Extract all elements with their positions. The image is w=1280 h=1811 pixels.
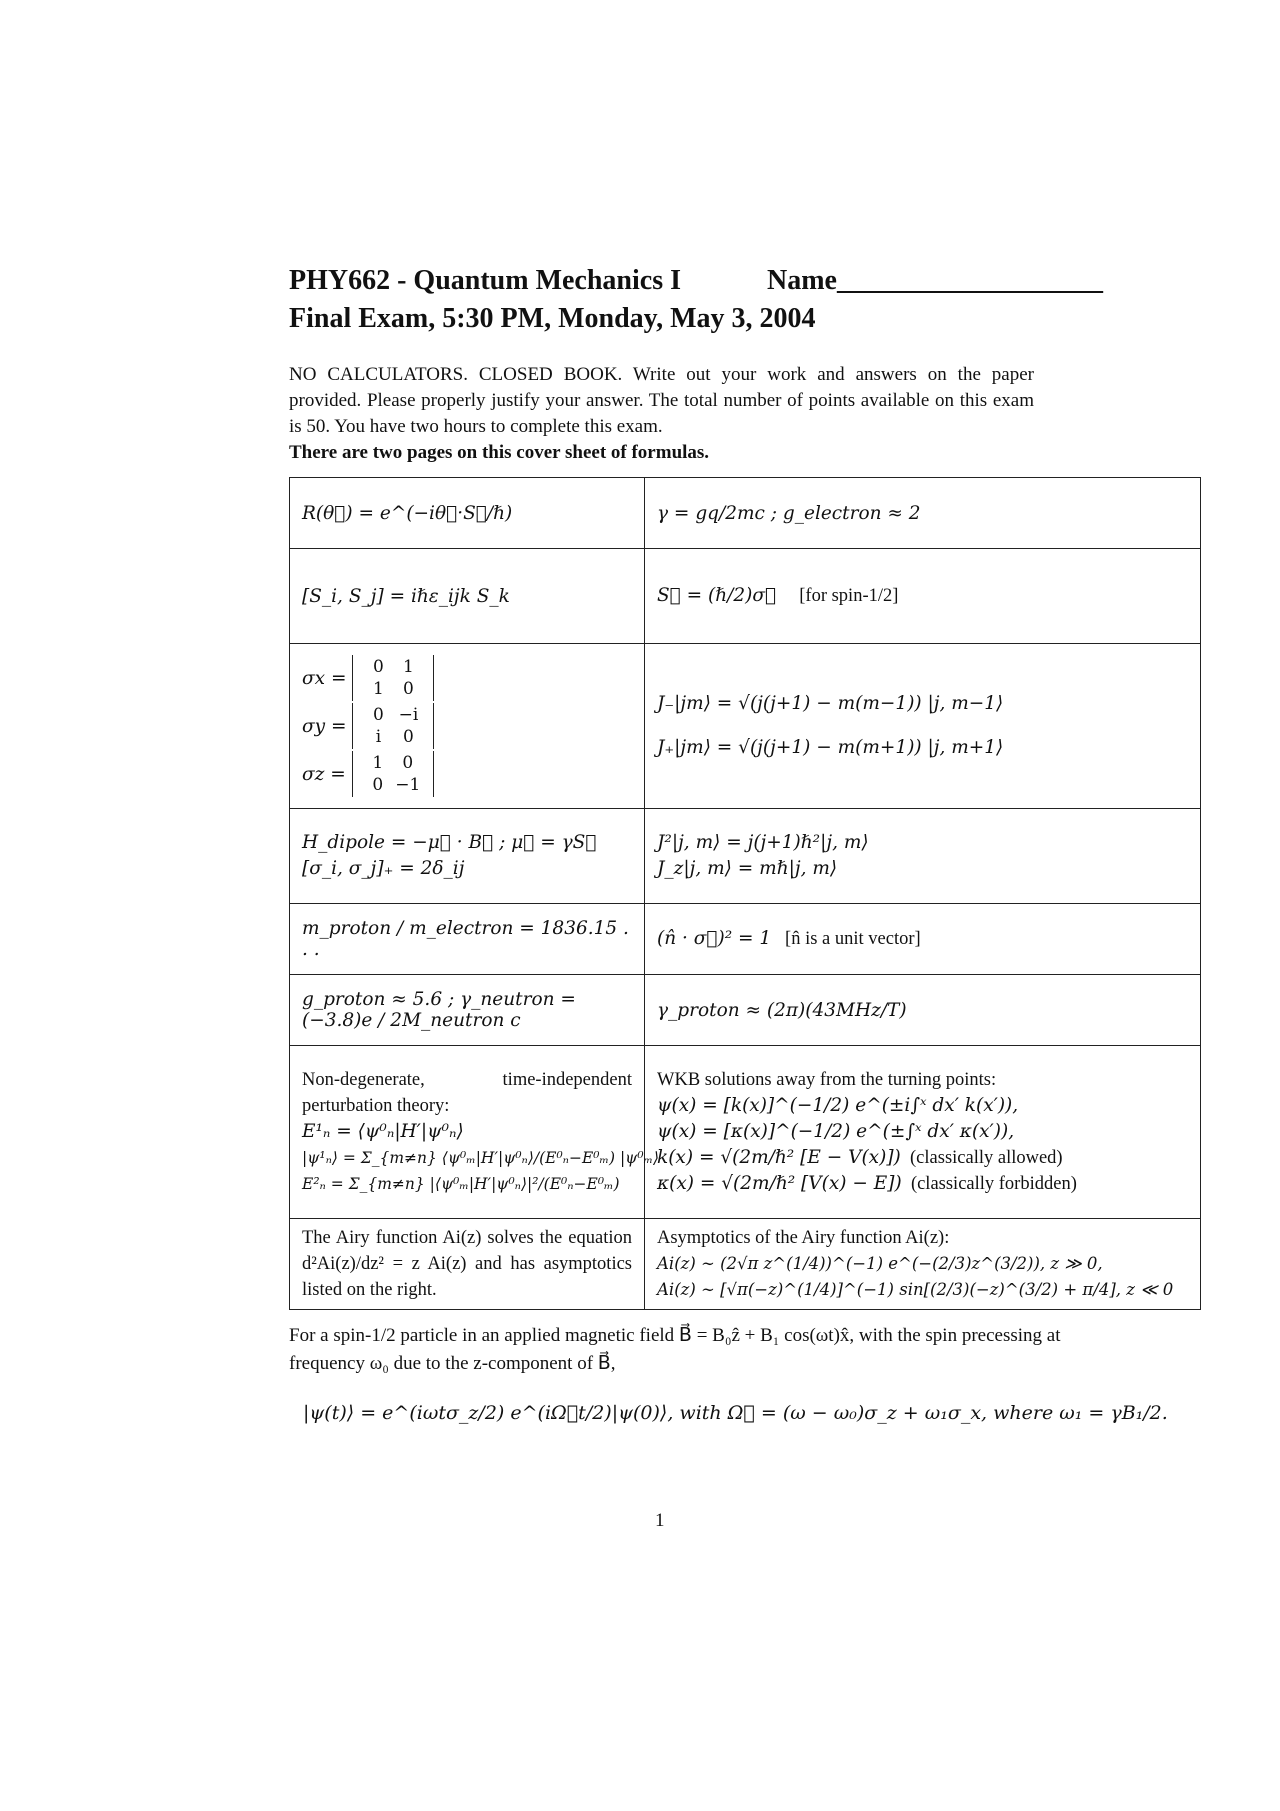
wkb-solutions <box>645 1046 1201 1219</box>
spin-commutator: [S_i, S_j] = iℏε_ijk S_k <box>290 549 645 644</box>
j-squared-eigen: J²|j, m⟩ = j(j+1)ℏ²|j, m⟩ <box>657 832 869 853</box>
ladder-operators <box>645 644 1201 809</box>
airy-negative: Ai(z) ∼ [√π(−z)^(1/4)]^(−1) sin[(2/3)(−z)^(3/2) + π/4], z ≪ 0 <box>657 1280 1174 1299</box>
table-row <box>290 809 1201 904</box>
sigma-x-label: σx = <box>302 667 347 689</box>
mass-ratio: m_proton / m_electron = 1836.15 . . . <box>290 904 645 975</box>
table-row <box>290 1046 1201 1219</box>
airy-description: The Airy function Ai(z) solves the equation d²Ai(z)/dz² = z Ai(z) and has asymptotics listed on the right. <box>302 1228 632 1300</box>
sigma-z-row <box>302 750 632 798</box>
airy-asymptotics <box>645 1219 1201 1310</box>
exam-header <box>289 262 1109 338</box>
instructions-text: NO CALCULATORS. CLOSED BOOK. Write out your work and answers on the paper provided. Please properly justify your answer. The total number of points available on this exam is 50. You have two hours to complete this exam. <box>289 364 1034 437</box>
gyromagnetic-ratio: γ = gq/2mc ; g_electron ≈ 2 <box>645 478 1201 549</box>
table-row <box>290 975 1201 1046</box>
pauli-anticommutator: [σ_i, σ_j]₊ = 2δ_ij <box>302 858 465 879</box>
first-order-state: |ψ¹ₙ⟩ = Σ_{m≠n} ⟨ψ⁰ₘ|H′|ψ⁰ₙ⟩/(E⁰ₙ−E⁰ₘ) |ψ⁰ₘ⟩ <box>302 1149 660 1167</box>
airy-positive: Ai(z) ∼ (2√π z^(1/4))^(−1) e^(−(2/3)z^(3/2)), z ≫ 0, <box>657 1254 1103 1273</box>
nucleon-g-factors: g_proton ≈ 5.6 ; γ_neutron = (−3.8)e / 2M_neutron c <box>290 975 645 1046</box>
rotation-operator: R(θ⃗) = e^(−iθ⃗·S⃗/ℏ) <box>290 478 645 549</box>
table-row <box>290 478 1201 549</box>
wkb-forbidden-wave: ψ(x) = [κ(x)]^(−1/2) e^(±∫ˣ dx′ κ(x′)), <box>657 1121 1015 1142</box>
dipole-hamiltonian <box>290 809 645 904</box>
wkb-allowed-wave: ψ(x) = [k(x)]^(−1/2) e^(±i∫ˣ dx′ k(x′)), <box>657 1095 1019 1116</box>
pauli-matrices <box>290 644 645 809</box>
perturbation-theory <box>290 1046 660 1219</box>
wkb-title: WKB solutions away from the turning points: <box>657 1070 997 1090</box>
proton-gyromagnetic: γ_proton ≈ (2π)(43MHz/T) <box>645 975 1201 1046</box>
formula-sheet-note: There are two pages on this cover sheet of formulas. <box>289 442 710 463</box>
angular-momentum-eigen <box>645 809 1201 904</box>
unit-vector-note: [n̂ is a unit vector] <box>785 929 921 949</box>
name-field: Name___________________ <box>767 265 1103 296</box>
dipole-equation: H_dipole = −μ⃗ · B⃗ ; μ⃗ = γS⃗ <box>302 832 597 853</box>
spin-equation: S⃗ = (ℏ/2)σ⃗ <box>657 585 777 606</box>
first-order-energy: E¹ₙ = ⟨ψ⁰ₙ|H′|ψ⁰ₙ⟩ <box>302 1121 464 1142</box>
exam-date-line: Final Exam, 5:30 PM, Monday, May 3, 2004 <box>289 303 816 334</box>
airy-equation <box>290 1219 645 1310</box>
table-row <box>290 1219 1201 1310</box>
unit-vector-identity <box>645 904 1201 975</box>
spin-precession-equation: |ψ(t)⟩ = e^(iωtσ_z/2) e^(iΩ⃗t/2)|ψ(0)⟩, with Ω⃗ = (ω − ω₀)σ_z + ω₁σ_x, where ω₁ = γB₁/2. <box>303 1402 1168 1424</box>
spin-pauli-relation <box>645 549 1201 644</box>
wkb-kappa-definition: κ(x) = √(2m/ℏ² [V(x) − E]) (classically forbidden) <box>657 1173 1077 1194</box>
lowering-operator: J₋|jm⟩ = √(j(j+1) − m(m−1)) |j, m−1⟩ <box>657 693 1004 714</box>
raising-operator: J₊|jm⟩ = √(j(j+1) − m(m+1)) |j, m+1⟩ <box>657 737 1004 758</box>
sigma-y-matrix: 0 −i i 0 <box>352 703 434 749</box>
page-number: 1 <box>655 1510 665 1531</box>
second-order-energy: E²ₙ = Σ_{m≠n} |⟨ψ⁰ₘ|H′|ψ⁰ₙ⟩|²/(E⁰ₙ−E⁰ₘ) <box>302 1175 620 1193</box>
formula-table <box>289 477 1201 1310</box>
table-row <box>290 904 1201 975</box>
sigma-x-matrix: 0 1 1 0 <box>352 655 434 701</box>
unit-vector-eq: (n̂ · σ⃗)² = 1 <box>657 928 772 949</box>
sigma-y-row <box>302 702 632 750</box>
course-title: PHY662 - Quantum Mechanics I <box>289 265 681 296</box>
perturbation-title: Non-degenerate, time-independent perturbation theory: <box>302 1070 632 1116</box>
airy-title: Asymptotics of the Airy function Ai(z): <box>657 1228 950 1248</box>
sigma-y-label: σy = <box>302 715 347 737</box>
instructions <box>289 362 1034 466</box>
table-row <box>290 549 1201 644</box>
jz-eigen: J_z|j, m⟩ = mℏ|j, m⟩ <box>657 858 838 879</box>
sigma-x-row <box>302 654 632 702</box>
spin-note: [for spin-1/2] <box>799 586 899 606</box>
wkb-k-definition: k(x) = √(2m/ℏ² [E − V(x)]) (classically allowed) <box>657 1147 1063 1168</box>
sigma-z-matrix: 1 0 0 −1 <box>352 751 434 797</box>
spin-precession-text: For a spin-1/2 particle in an applied magnetic field B⃗ = B₀ẑ + B₁ cos(ωt)x̂, with the spin precessing at frequency ω₀ due to the z-component of B⃗, <box>289 1325 1061 1374</box>
sigma-z-label: σz = <box>302 763 346 785</box>
table-row <box>290 644 1201 809</box>
